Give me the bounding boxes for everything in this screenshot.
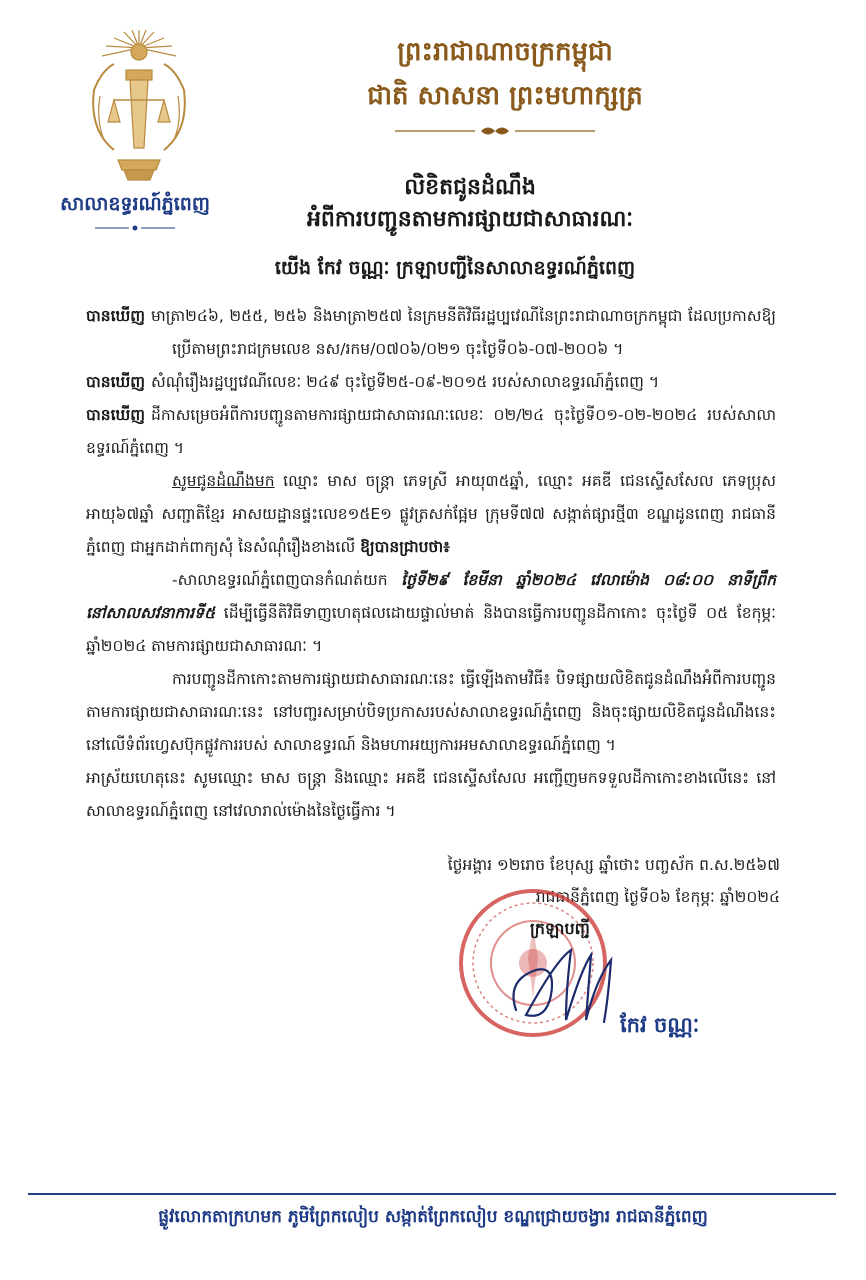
court-emblem-icon [74, 30, 204, 190]
notify-text: ឈ្មោះ មាស ចន្ត្រា ភេទស្រី អាយុ៣៥ឆ្នាំ, ឈ្មោះ អគឌី ជេនស្ទើសសែល ភេទប្រុស អាយុ៦៧ឆ្នាំ សញ្ជាតិខ្មែរ អាសយដ្ឋានផ្ទះលេខ១៥E១ ផ្លូវត្រសក់ផ្អែម ក្រុមទី៧៧ សង្កាត់ផ្សារថ្មី៣ ខណ្ឌដូនពេញ រាជធានីភ្នំពេញ ជាអ្នកដាក់ពាក្យសុំ នៃសំណុំរឿងខាងលើ [86, 472, 776, 556]
notify-tail: ឱ្យបានជ្រាបថា៖ [360, 538, 450, 556]
notify-paragraph [86, 465, 776, 564]
schedule-date: ថ្ងៃទី២៩ ខែមីនា ឆ្នាំ២០២៤ វេលាម៉ោង ០៨:០០ នាទីព្រឹក នៅសាលសវនាការទី៥ [86, 571, 777, 622]
footer-address: ផ្លូវលោកតាក្រហមក ភូមិព្រែកលៀប សង្កាត់ព្រែកលៀប ខណ្ឌជ្រោយចង្វារ រាជធានីភ្នំពេញ [158, 1207, 708, 1227]
seen-text-1: មាត្រា២៤៦, ២៥៥, ២៥៦ និងមាត្រា២៥៧ នៃក្រមនីតិវិធីរដ្ឋប្បវេណីនៃព្រះរាជាណាចក្រកម្ពុជា ដែលប្រកាសឱ្យប្រើតាមព្រះរាជក្រមលេខ នស/រកម/០៧០៦/០២១ ចុះថ្ងៃទី០៦-០៧-២០០៦ ។ [151, 307, 776, 358]
schedule-pre: -សាលាឧទ្ធរណ៍ភ្នំពេញបានកំណត់យក [172, 571, 402, 589]
footer-divider [28, 1193, 836, 1195]
signatory-name: កែវ ចណ្ណៈ [620, 1013, 700, 1037]
kingdom-heading [320, 30, 690, 118]
signature-icon [496, 940, 636, 1030]
document-body [86, 300, 776, 828]
kingdom-name: ព្រះរាជាណាចក្រកម្ពុជា [397, 37, 613, 67]
divider-ornament-icon [95, 224, 175, 232]
seen-label: បានឃើញ [86, 307, 146, 325]
seen-text-2: សំណុំរឿងរដ្ឋប្បវេណីលេខៈ ២៤៩ ចុះថ្ងៃទី២៥-០៩-២០១៥ របស់សាលាឧទ្ធរណ៍ភ្នំពេញ ។ [151, 373, 660, 391]
seen-paragraph-3 [86, 399, 776, 465]
seen-text-3: ដីកាសម្រេចអំពីការបញ្ជូនតាមការផ្សាយជាសាធារណៈលេខៈ ០២/២៤ ចុះថ្ងៃទី០១-០២-២០២៤ របស់សាលាឧទ្ធរណ៍ភ្នំពេញ ។ [86, 406, 776, 457]
conclusion-paragraph: អាស្រ័យហេតុនេះ សូមឈ្មោះ មាស ចន្ត្រា និងឈ្មោះ អគឌី ជេនស្ទើសសែល អញ្ជើញមកទទួលដីកាកោះខាងលើនេះ នៅសាលាឧទ្ធរណ៍ភ្នំពេញ នៅវេលារាល់ម៉ោងនៃថ្ងៃធ្វើការ ។ [86, 769, 776, 820]
kingdom-ornament-icon [395, 124, 595, 138]
solar-date: រាជធានីភ្នំពេញ ថ្ងៃទី០៦ ខែកុម្ភៈ ឆ្នាំ២០២៤ [535, 888, 780, 906]
publication-paragraph: ការបញ្ជូនដីកាកោះតាមការផ្សាយជាសាធារណៈនេះ ធ្វើឡើងតាមវិធី៖ បិទផ្សាយលិខិតជូនដំណឹងអំពីការបញ្ជូនតាមការផ្សាយជាសាធារណៈនេះ នៅបញ្ជរសម្រាប់បិទប្រកាសរបស់សាលាឧទ្ធរណ៍ភ្នំពេញ និងចុះផ្សាយលិខិតជូនដំណឹងនេះនៅលើទំព័រហ្វេសប៊ុកផ្លូវការរបស់ សាលាឧទ្ធរណ៍ និងមហាអយ្យការអមសាលាឧទ្ធរណ៍ភ្នំពេញ ។ [86, 670, 776, 754]
schedule-paragraph [86, 564, 776, 663]
issuer-intro: យើង កែវ ចណ្ណៈ ក្រឡាបញ្ជីនៃសាលាឧទ្ធរណ៍ភ្នំពេញ [274, 257, 636, 279]
seen-label: បានឃើញ [86, 373, 146, 391]
seen-paragraph-2 [86, 366, 776, 399]
seen-paragraph-1 [86, 300, 776, 366]
schedule-post: ដើម្បីធ្វើនីតិវិធីទាញហេតុផលដោយផ្ទាល់មាត់ និងបានធ្វើការបញ្ជូនដីកាកោះ ចុះថ្ងៃទី ០៥ ខែកុម្ភៈ ឆ្នាំ២០២៤ តាមការផ្សាយជាសាធារណៈ ។ [86, 604, 776, 655]
document-title [200, 172, 740, 236]
seen-label: បានឃើញ [86, 406, 146, 424]
title-line-1: លិខិតជូនដំណឹង [404, 175, 536, 200]
title-line-2: អំពីការបញ្ជូនតាមការផ្សាយជាសាធារណៈ [306, 207, 634, 232]
lunar-date: ថ្ងៃអង្គារ ១២រោច ខែបុស្ស ឆ្នាំថោះ បញ្ចស័ក ព.ស.២៥៦៧ [447, 856, 780, 874]
court-name: សាលាឧទ្ធរណ៍ភ្នំពេញ [60, 193, 210, 215]
notify-lead: សូមជូនដំណឹងមក [172, 472, 275, 490]
signatory-role: ក្រឡាបញ្ជី [530, 919, 590, 938]
national-motto: ជាតិ សាសនា ព្រះមហាក្សត្រ [367, 81, 643, 111]
